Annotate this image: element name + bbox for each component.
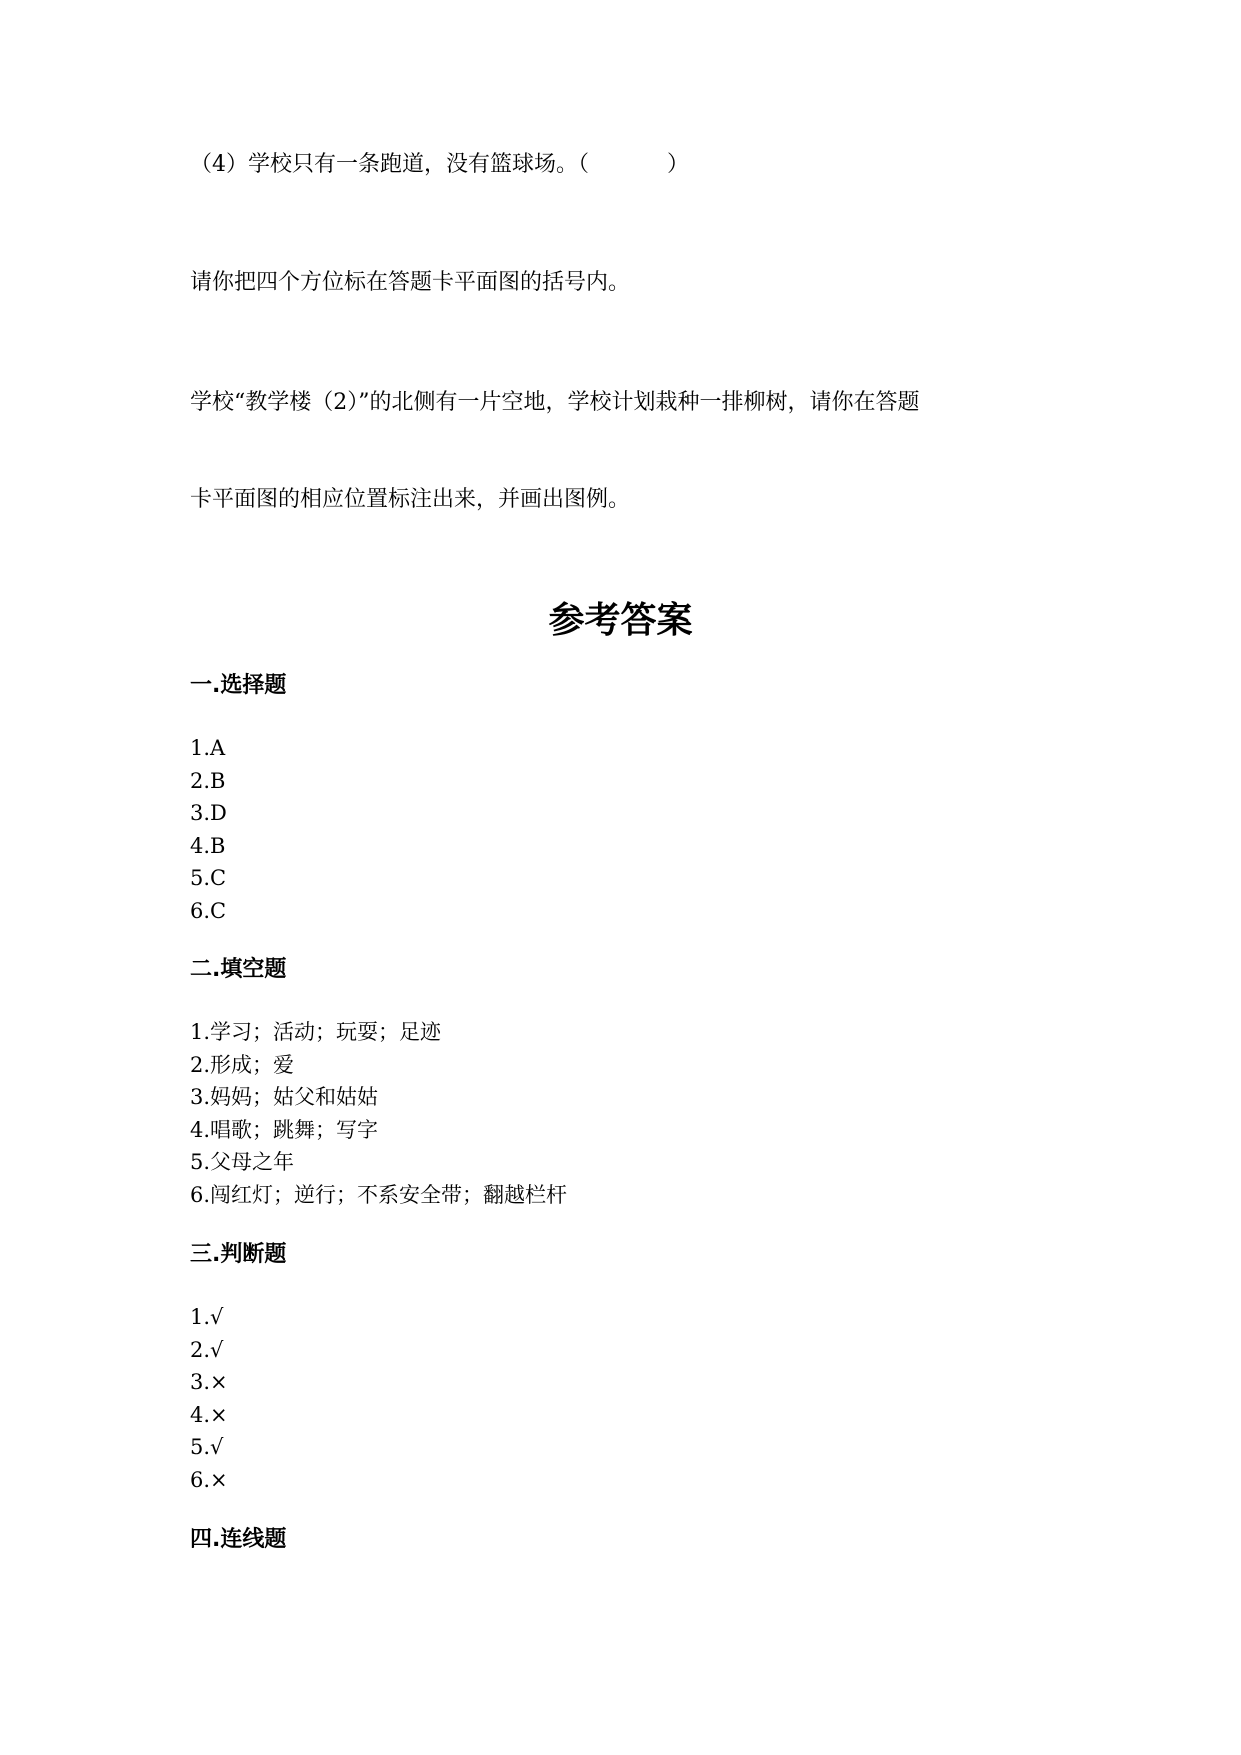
question-4 [190, 150, 689, 180]
question-4-text: （4）学校只有一条跑道，没有篮球场。（ [190, 152, 589, 177]
list-item: 3.妈妈；姑父和姑姑 [190, 1085, 379, 1110]
answer-title: 参考答案 [548, 600, 693, 641]
list-item: 6.C [190, 898, 227, 923]
section-heading-choice: 一.选择题 [190, 673, 287, 698]
instruction-willow-line1: 学校“教学楼（2）”的北侧有一片空地，学校计划栽种一排柳树，请你在答题 [190, 390, 920, 415]
answer-list-judge [190, 1301, 228, 1497]
section-heading-judge: 三.判断题 [190, 1242, 287, 1267]
list-item: 2.B [190, 768, 226, 793]
list-item: 6.× [190, 1467, 228, 1492]
list-item: 2.形成；爱 [190, 1052, 295, 1077]
instruction-directions: 请你把四个方位标在答题卡平面图的括号内。 [190, 270, 631, 295]
list-item: 5.父母之年 [190, 1150, 295, 1175]
list-item: 1.学习；活动；玩耍；足迹 [190, 1020, 442, 1044]
list-item: 4.B [190, 833, 226, 858]
answer-list-fill [190, 1016, 567, 1212]
list-item: 3.D [190, 801, 227, 826]
list-item: 3.× [190, 1370, 228, 1395]
list-item: 6.闯红灯；逆行；不系安全带；翻越栏杆 [190, 1182, 568, 1207]
list-item: 2.√ [190, 1337, 224, 1362]
answer-list-choice [190, 732, 227, 928]
section-heading-match: 四.连线题 [190, 1527, 287, 1552]
section-heading-fill: 二.填空题 [190, 957, 287, 982]
list-item: 5.C [190, 866, 227, 891]
instruction-willow-line2: 卡平面图的相应位置标注出来，并画出图例。 [190, 487, 631, 512]
list-item: 4.× [190, 1402, 228, 1427]
list-item: 5.√ [190, 1435, 224, 1460]
list-item: 1.A [190, 736, 226, 760]
question-4-close-paren: ） [667, 152, 690, 177]
list-item: 4.唱歌；跳舞；写字 [190, 1117, 379, 1142]
list-item: 1.√ [190, 1305, 224, 1329]
